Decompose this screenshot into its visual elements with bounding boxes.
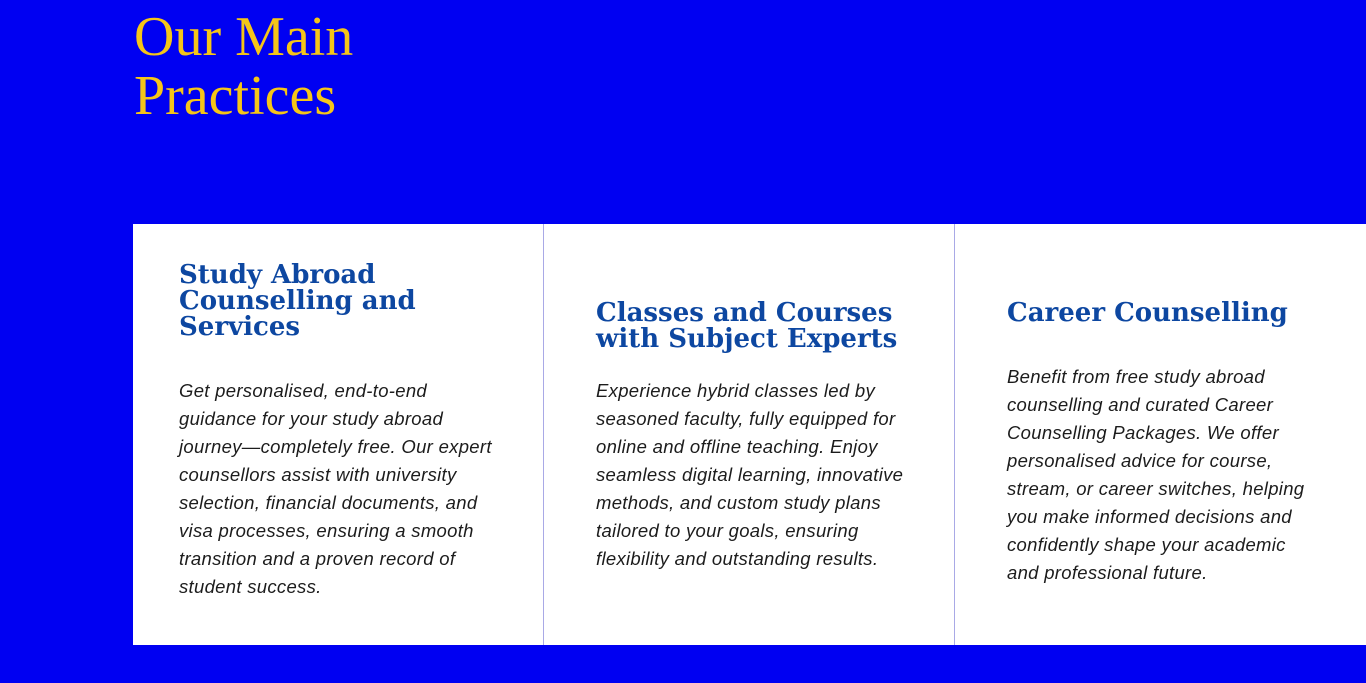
section-title: Our Main Practices bbox=[134, 6, 354, 127]
practice-card-classes-courses bbox=[544, 224, 955, 645]
practice-card-title: Classes and Courses with Subject Experts bbox=[596, 298, 898, 354]
practice-card-title: Study Abroad Counselling and Services bbox=[179, 260, 416, 342]
practice-card-career-counselling bbox=[955, 224, 1366, 645]
practice-card-description: Experience hybrid classes led by seasoned faculty, fully equipped for online and offline teaching. Enjoy seamless digital learning, innovative methods, and custom study plans tailored to your goals, ensuring flexibility and outstanding results. bbox=[596, 380, 904, 569]
practice-card-study-abroad bbox=[133, 224, 544, 645]
practice-cards bbox=[133, 224, 1366, 645]
practice-card-title: Career Counselling bbox=[1007, 298, 1288, 328]
practice-card-description: Get personalised, end-to-end guidance for your study abroad journey—completely free. Our expert counsellors assist with university selection, financial documents, and visa processes, ensuring a smooth transition and a proven record of student success. bbox=[179, 380, 492, 597]
practice-card-description: Benefit from free study abroad counselling and curated Career Counselling Packages. We offer personalised advice for course, stream, or career switches, helping you make informed decisions and confidently shape your academic and professional future. bbox=[1007, 366, 1305, 583]
